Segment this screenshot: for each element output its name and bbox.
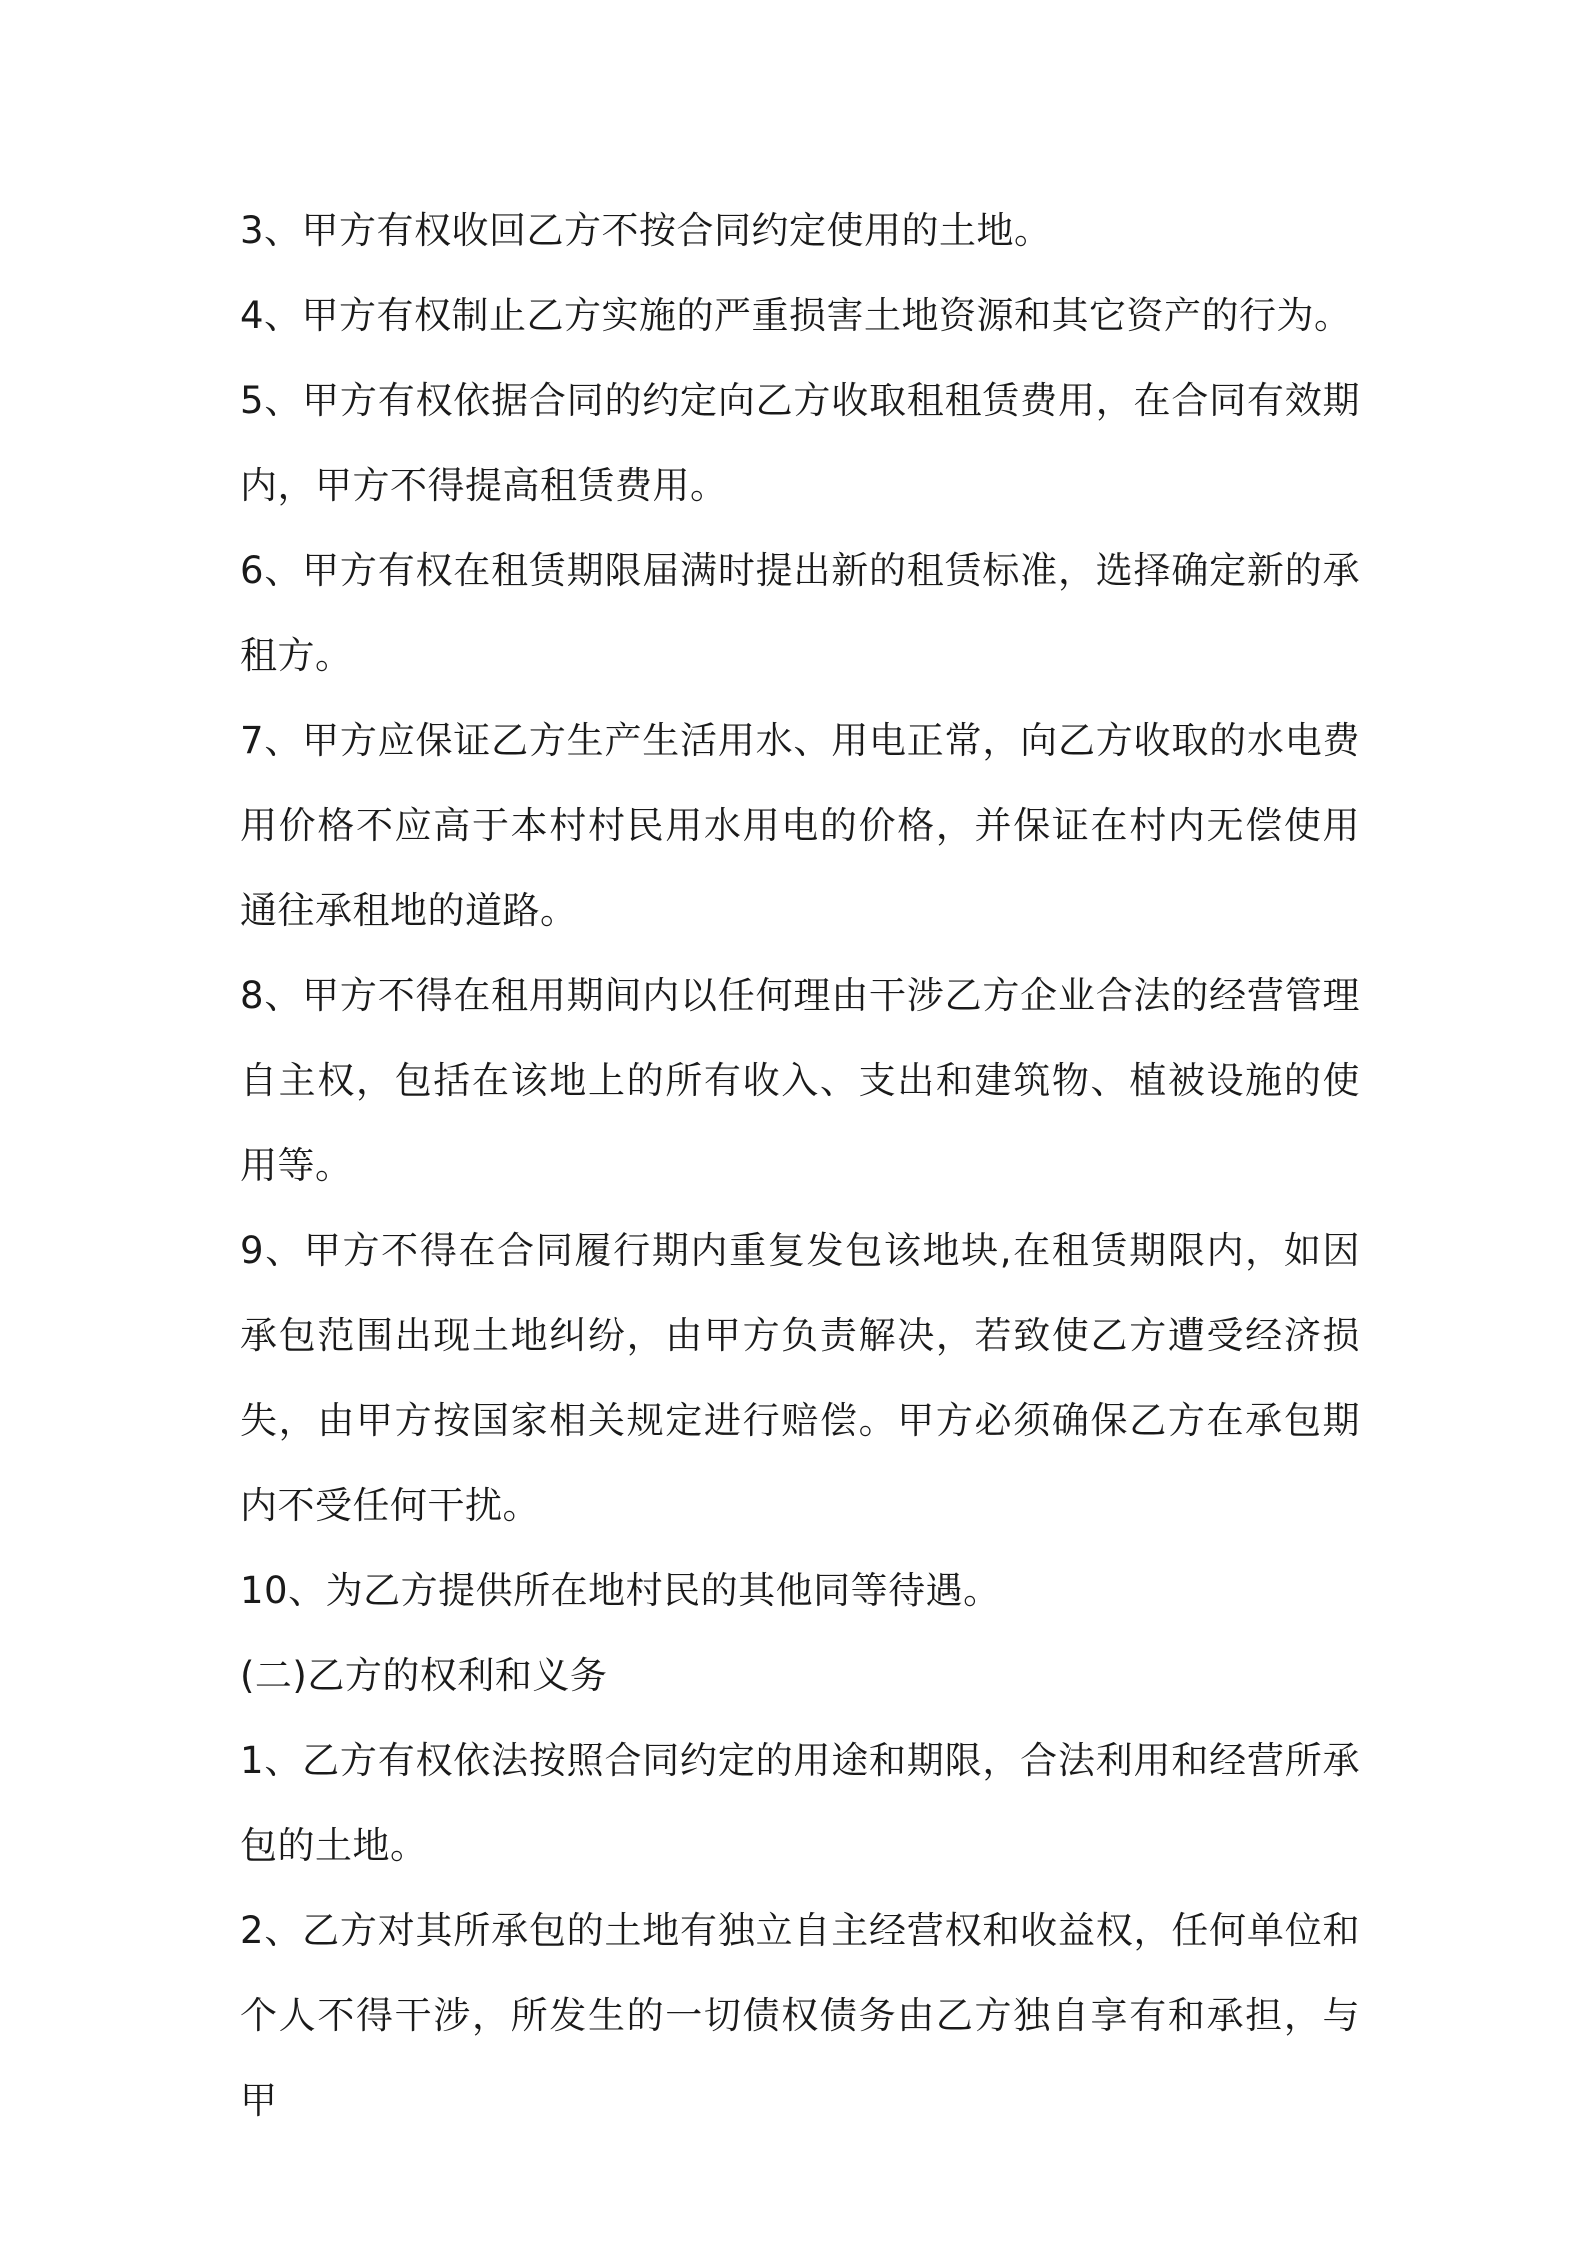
- paragraph-item-9: 9、甲方不得在合同履行期内重复发包该地块,在租赁期限内，如因承包范围出现土地纠纷，由甲方负责解决，若致使乙方遭受经济损失，由甲方按国家相关规定进行赔偿。甲方必须确保乙方在承包期内不受任何干扰。: [240, 1229, 1360, 1527]
- document-body: [240, 188, 1360, 2143]
- paragraph-item-6: 6、甲方有权在租赁期限届满时提出新的租赁标准，选择确定新的承租方。: [240, 549, 1360, 677]
- paragraph-item-10: 10、为乙方提供所在地村民的其他同等待遇。: [240, 1569, 1001, 1612]
- paragraph-item-b2: 2、乙方对其所承包的土地有独立自主经营权和收益权，任何单位和个人不得干涉，所发生的一切债权债务由乙方独自享有和承担，与甲: [240, 1909, 1360, 2122]
- paragraph-item-4: 4、甲方有权制止乙方实施的严重损害土地资源和其它资产的行为。: [240, 294, 1352, 337]
- section-heading: (二)乙方的权利和义务: [240, 1654, 608, 1697]
- paragraph-item-5: 5、甲方有权依据合同的约定向乙方收取租租赁费用，在合同有效期内，甲方不得提高租赁费用。: [240, 379, 1360, 507]
- paragraph-item-8: 8、甲方不得在租用期间内以任何理由干涉乙方企业合法的经营管理自主权，包括在该地上的所有收入、支出和建筑物、植被设施的使用等。: [240, 974, 1360, 1187]
- paragraph-item-b1: 1、乙方有权依法按照合同约定的用途和期限，合法利用和经营所承包的土地。: [240, 1739, 1360, 1867]
- paragraph-item-3: 3、甲方有权收回乙方不按合同约定使用的土地。: [240, 209, 1052, 252]
- paragraph-item-7: 7、甲方应保证乙方生产生活用水、用电正常，向乙方收取的水电费用价格不应高于本村村民用水用电的价格，并保证在村内无偿使用通往承租地的道路。: [240, 719, 1360, 932]
